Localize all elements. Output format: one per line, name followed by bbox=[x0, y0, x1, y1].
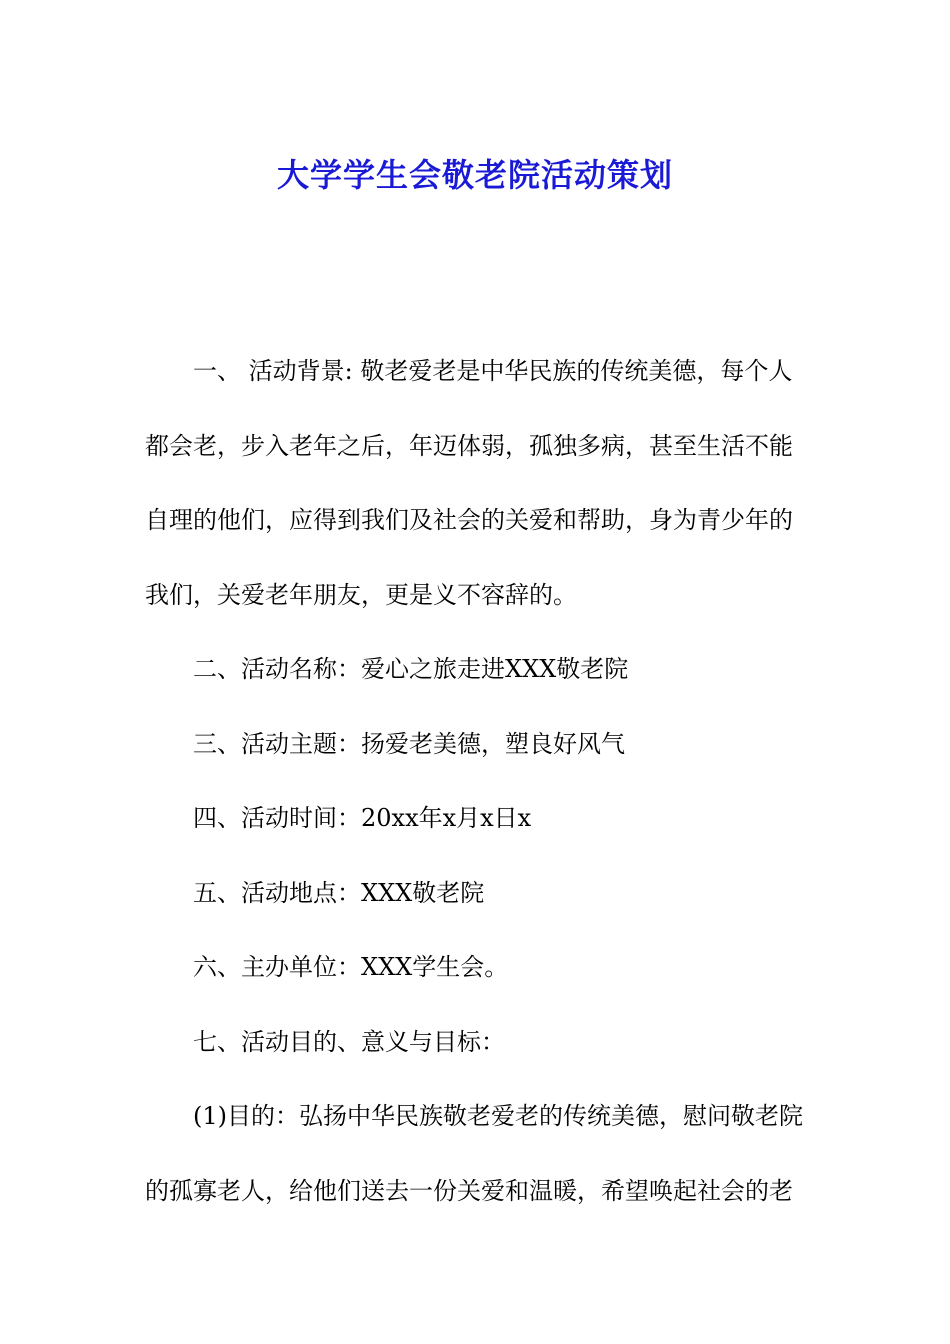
text-line: 一、 活动背景: 敬老爱老是中华民族的传统美德，每个人 bbox=[193, 357, 793, 385]
text-line: 都会老，步入老年之后，年迈体弱，孤独多病，甚至生活不能 bbox=[145, 431, 793, 460]
paragraph-activity-name bbox=[145, 632, 807, 707]
text-line: 三、活动主题：扬爱老美德，塑良好风气 bbox=[193, 729, 625, 758]
text-line: 七、活动目的、意义与目标： bbox=[193, 1027, 505, 1056]
text-line: 二、活动名称：爱心之旅走进XXX敬老院 bbox=[193, 655, 629, 683]
paragraph-purpose bbox=[145, 1079, 807, 1228]
document-body bbox=[145, 334, 807, 1228]
paragraph-activity-location bbox=[145, 856, 807, 931]
paragraph-activity-time bbox=[145, 781, 807, 856]
document-title: 大学学生会敬老院活动策划 bbox=[276, 156, 673, 195]
paragraph-organizer bbox=[145, 930, 807, 1005]
text-line: 的孤寡老人，给他们送去一份关爱和温暖，希望唤起社会的老 bbox=[145, 1176, 793, 1205]
text-line: 六、主办单位：XXX学生会。 bbox=[193, 953, 509, 981]
text-line: (1)目的：弘扬中华民族敬老爱老的传统美德，慰问敬老院 bbox=[193, 1102, 803, 1130]
paragraph-goals-heading bbox=[145, 1005, 807, 1080]
text-line: 四、活动时间：20xx年x月x日x bbox=[193, 804, 532, 832]
paragraph-activity-theme bbox=[145, 707, 807, 782]
paragraph-background bbox=[145, 334, 807, 632]
text-line: 五、活动地点：XXX敬老院 bbox=[193, 878, 485, 907]
text-line: 我们，关爱老年朋友，更是义不容辞的。 bbox=[145, 580, 577, 609]
text-line: 自理的他们，应得到我们及社会的关爱和帮助，身为青少年的 bbox=[145, 506, 793, 534]
